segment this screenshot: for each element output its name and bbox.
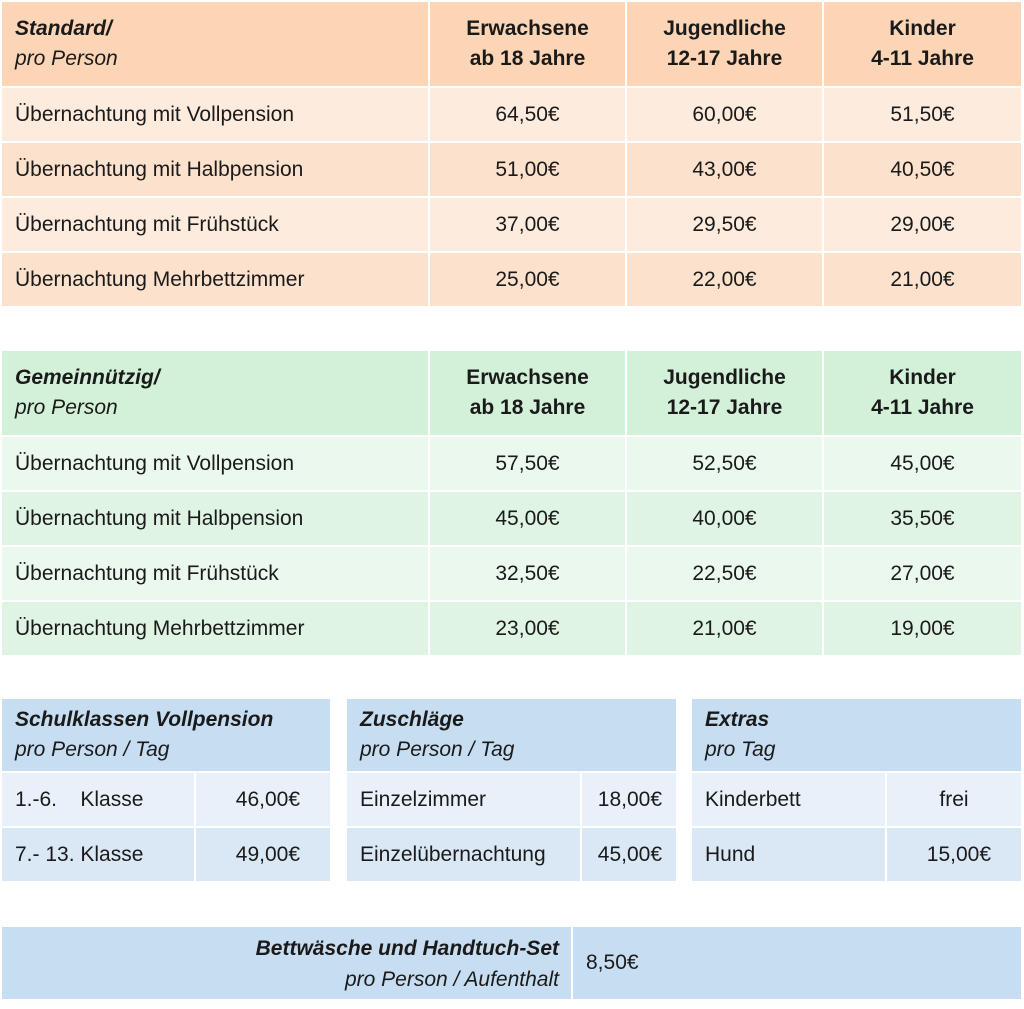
bettwaesche-title: Bettwäsche und Handtuch-Set <box>255 937 559 960</box>
table-row <box>2 251 1021 306</box>
price-cell: 51,50€ <box>822 86 1021 141</box>
row-label: Übernachtung Mehrbettzimmer <box>2 600 428 655</box>
table-row <box>2 490 1021 545</box>
row-label: Einzelübernachtung <box>347 826 580 881</box>
row-label: 1.-6. Klasse <box>2 771 194 826</box>
standard-col-children: Kinder 4-11 Jahre <box>822 2 1021 86</box>
table-row <box>2 600 1021 655</box>
standard-title-cell <box>2 2 428 86</box>
table-row <box>692 771 1021 826</box>
zuschlaege-subtitle: pro Person / Tag <box>360 738 515 761</box>
price-cell: 15,00€ <box>885 826 1021 881</box>
price-cell: 64,50€ <box>428 86 625 141</box>
table-row <box>2 545 1021 600</box>
price-cell: 45,00€ <box>428 490 625 545</box>
bettwaesche-subtitle: pro Person / Aufenthalt <box>344 968 559 991</box>
bettwaesche-bar <box>2 927 1021 999</box>
divider <box>571 927 573 999</box>
price-cell: 46,00€ <box>194 771 330 826</box>
extras-subtitle: pro Tag <box>705 738 776 761</box>
row-label: Übernachtung mit Halbpension <box>2 490 428 545</box>
table-row <box>2 141 1021 196</box>
extras-header <box>692 699 1021 771</box>
price-cell: 29,00€ <box>822 196 1021 251</box>
price-cell: 43,00€ <box>625 141 822 196</box>
standard-price-table <box>2 2 1021 306</box>
price-cell: 19,00€ <box>822 600 1021 655</box>
row-label: Übernachtung mit Vollpension <box>2 435 428 490</box>
table-row <box>2 196 1021 251</box>
row-label: Hund <box>692 826 885 881</box>
extras-table <box>692 699 1021 881</box>
row-label: Übernachtung mit Frühstück <box>2 196 428 251</box>
standard-col-adults: Erwachsene ab 18 Jahre <box>428 2 625 86</box>
price-cell: 21,00€ <box>625 600 822 655</box>
price-cell: 35,50€ <box>822 490 1021 545</box>
gemeinnuetzig-price-table <box>2 351 1021 655</box>
bettwaesche-label <box>2 927 571 999</box>
row-label: Übernachtung Mehrbettzimmer <box>2 251 428 306</box>
price-cell: 25,00€ <box>428 251 625 306</box>
gemeinnuetzig-col-adults: Erwachsene ab 18 Jahre <box>428 351 625 435</box>
price-cell: 49,00€ <box>194 826 330 881</box>
row-label: Übernachtung mit Halbpension <box>2 141 428 196</box>
row-label: Übernachtung mit Vollpension <box>2 86 428 141</box>
gemeinnuetzig-col-youth: Jugendliche 12-17 Jahre <box>625 351 822 435</box>
price-cell: 57,50€ <box>428 435 625 490</box>
zuschlaege-title: Zuschläge <box>360 708 464 731</box>
schulklassen-subtitle: pro Person / Tag <box>15 738 170 761</box>
table-row <box>692 826 1021 881</box>
row-label: Kinderbett <box>692 771 885 826</box>
price-cell: 32,50€ <box>428 545 625 600</box>
gemeinnuetzig-subtitle: pro Person <box>15 396 118 419</box>
standard-title: Standard/ <box>15 17 112 40</box>
price-cell: 22,00€ <box>625 251 822 306</box>
gemeinnuetzig-title: Gemeinnützig/ <box>15 366 160 389</box>
price-cell: 22,50€ <box>625 545 822 600</box>
price-cell: 37,00€ <box>428 196 625 251</box>
gemeinnuetzig-col-children: Kinder 4-11 Jahre <box>822 351 1021 435</box>
schulklassen-table <box>2 699 330 881</box>
table-row <box>2 771 330 826</box>
price-cell: 51,00€ <box>428 141 625 196</box>
price-cell: 23,00€ <box>428 600 625 655</box>
price-cell: 60,00€ <box>625 86 822 141</box>
price-cell: 52,50€ <box>625 435 822 490</box>
bettwaesche-price: 8,50€ <box>586 951 639 974</box>
price-cell: 29,50€ <box>625 196 822 251</box>
schulklassen-header <box>2 699 330 771</box>
table-row <box>347 826 676 881</box>
price-cell: 40,00€ <box>625 490 822 545</box>
price-cell: 45,00€ <box>822 435 1021 490</box>
standard-header-row <box>2 2 1021 86</box>
table-row <box>347 771 676 826</box>
row-label: Einzelzimmer <box>347 771 580 826</box>
gemeinnuetzig-header-row <box>2 351 1021 435</box>
table-row <box>2 86 1021 141</box>
row-label: Übernachtung mit Frühstück <box>2 545 428 600</box>
price-cell: frei <box>885 771 1021 826</box>
zuschlaege-header <box>347 699 676 771</box>
table-row <box>2 826 330 881</box>
price-cell: 27,00€ <box>822 545 1021 600</box>
schulklassen-title: Schulklassen Vollpension <box>15 708 274 731</box>
standard-col-youth: Jugendliche 12-17 Jahre <box>625 2 822 86</box>
extras-title: Extras <box>705 708 770 731</box>
price-cell: 18,00€ <box>580 771 676 826</box>
standard-subtitle: pro Person <box>15 47 118 70</box>
table-row <box>2 435 1021 490</box>
zuschlaege-table <box>347 699 676 881</box>
price-cell: 40,50€ <box>822 141 1021 196</box>
price-cell: 21,00€ <box>822 251 1021 306</box>
price-cell: 45,00€ <box>580 826 676 881</box>
gemeinnuetzig-title-cell <box>2 351 428 435</box>
row-label: 7.- 13. Klasse <box>2 826 194 881</box>
